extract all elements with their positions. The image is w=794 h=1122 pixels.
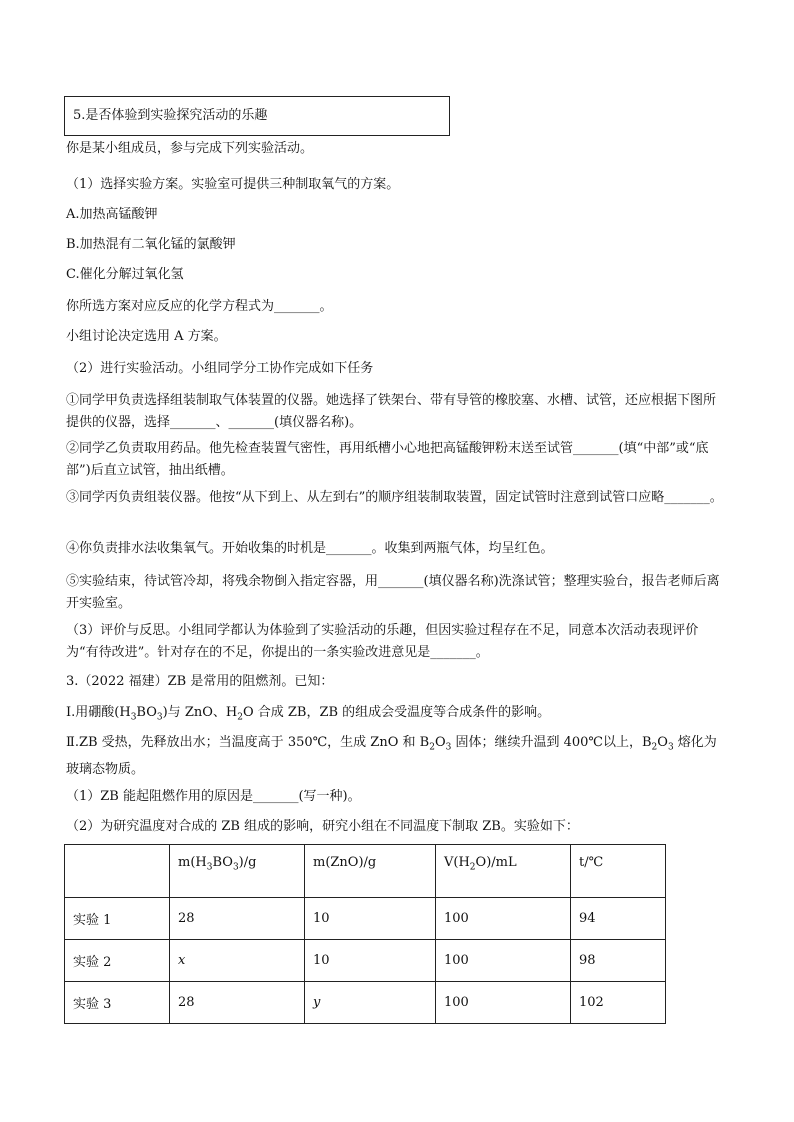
- table-cell: 实验 3: [65, 982, 170, 1024]
- header-cell-empty: [65, 845, 170, 898]
- header-cell-temp: t/℃: [571, 845, 666, 898]
- table-cell: 28: [170, 898, 305, 940]
- q3-title: 3.（2022 福建）ZB 是常用的阻燃剂。已知：: [66, 674, 334, 689]
- q5-part2: （2）进行实验活动。小组同学分工协作完成如下任务: [66, 361, 374, 376]
- header-box-text: 5.是否体验到实验探究活动的乐趣: [73, 108, 268, 123]
- table-cell: 100: [436, 940, 571, 982]
- table-cell: 94: [571, 898, 666, 940]
- header-cell-h3bo3: $m(H_3BO_3)/g$: [170, 845, 305, 898]
- q3-known-2: Ⅱ.ZB 受热，先释放出水；当温度高于 350℃，生成 ZnO 和 $B_2O_3$ 固体；继续升温到 400℃以上，$B_2O_3$ 熔化为玻璃态物质。: [66, 735, 717, 777]
- task-5: ⑤实验结束，待试管冷却，将残余物倒入指定容器，用_______(填仪器名称)洗涤试管；整理实验台，报告老师后离开实验室。: [66, 574, 720, 611]
- table-cell: 28: [170, 982, 305, 1024]
- table-cell: 102: [571, 982, 666, 1024]
- table-cell: x: [170, 940, 305, 982]
- group-decision: 小组讨论决定选用 A 方案。: [66, 329, 227, 344]
- task-3: ③同学丙负责组装仪器。他按“从下到上、从左到右”的顺序组装制取装置，固定试管时注意到试管口应略_______。: [66, 490, 723, 505]
- header-cell-zno: m(ZnO)/g: [305, 845, 436, 898]
- q5-intro: 你是某小组成员，参与完成下列实验活动。: [66, 141, 314, 156]
- table-cell: 实验 1: [65, 898, 170, 940]
- option-c: C.催化分解过氧化氢: [66, 267, 184, 282]
- table-cell: 100: [436, 982, 571, 1024]
- equation-prompt: 你所选方案对应反应的化学方程式为_______。: [66, 299, 333, 314]
- header-cell-water: $V(H_2O)/mL$: [436, 845, 571, 898]
- table-row: [65, 982, 666, 1024]
- experiment-table: [64, 844, 666, 1024]
- table-cell: 98: [571, 940, 666, 982]
- table-header-row: [65, 845, 666, 898]
- task-1: ①同学甲负责选择组装制取气体装置的仪器。她选择了铁架台、带有导管的橡胶塞、水槽、试管，还应根据下图所提供的仪器，选择_______、_______(填仪器名称)。: [66, 393, 717, 430]
- q3-sub1: （1）ZB 能起阻燃作用的原因是_______(写一种)。: [66, 789, 361, 804]
- table-cell: y: [305, 982, 436, 1024]
- q5-part3: （3）评价与反思。小组同学都认为体验到了实验活动的乐趣，但因实验过程存在不足，同意本次活动表现评价为“有待改进”。针对存在的不足，你提出的一条实验改进意见是_______。: [66, 623, 699, 660]
- option-b: B.加热混有二氧化锰的氯酸钾: [66, 237, 236, 252]
- table-row: [65, 898, 666, 940]
- q3-sub2: （2）为研究温度对合成的 ZB 组成的影响，研究小组在不同温度下制取 ZB。实验如下：: [66, 819, 579, 834]
- table-cell: 10: [305, 898, 436, 940]
- q3-known-1: I.用硼酸$(H_3BO_3)$与 ZnO、$H_2O$ 合成 ZB，ZB 的组成会受温度等合成条件的影响。: [66, 705, 551, 723]
- task-2: ②同学乙负责取用药品。他先检查装置气密性，再用纸槽小心地把高锰酸钾粉末送至试管_______(填“中部”或“底部”)后直立试管，抽出纸槽。: [66, 441, 709, 478]
- table-cell: 实验 2: [65, 940, 170, 982]
- task-4: ④你负责排水法收集氧气。开始收集的时机是_______。收集到两瓶气体，均呈红色。: [66, 541, 554, 556]
- table-row: [65, 940, 666, 982]
- header-box: [64, 96, 450, 136]
- q5-part1: （1）选择实验方案。实验室可提供三种制取氧气的方案。: [66, 177, 400, 192]
- table-cell: 100: [436, 898, 571, 940]
- option-a: A.加热高锰酸钾: [66, 207, 158, 222]
- table-cell: 10: [305, 940, 436, 982]
